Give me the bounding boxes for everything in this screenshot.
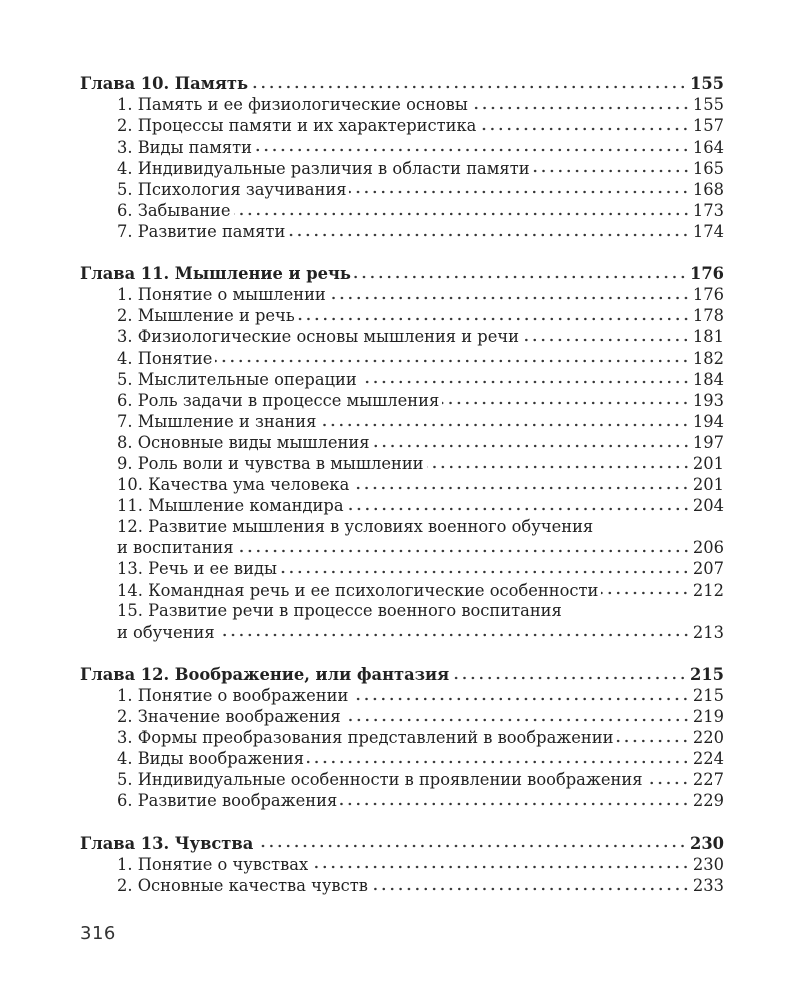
entry-page: 213: [692, 622, 724, 642]
chapter-page: 155: [690, 74, 724, 94]
dot-leader: [351, 685, 690, 701]
entry-title: 13. Речь и ее виды: [117, 559, 277, 579]
dot-leader: [522, 326, 690, 342]
chapter-title: Глава 12. Воображение, или фантазия: [80, 664, 450, 684]
toc-entry: [80, 178, 724, 199]
toc-entry: [80, 495, 724, 516]
dot-leader: [344, 706, 690, 722]
toc-entry: [80, 411, 724, 432]
entry-title: 1. Понятие о воображении: [117, 686, 349, 706]
entry-title: 9. Роль воли и чувства в мышлении: [117, 453, 424, 473]
toc-entry: [80, 453, 724, 474]
entry-title: 1. Память и ее физиологические основы: [117, 95, 468, 115]
entry-page: 201: [692, 475, 724, 495]
dot-leader: [347, 495, 690, 511]
entry-title: 5. Мыслительные операции: [117, 369, 357, 389]
dot-leader: [452, 664, 687, 680]
entry-page: 204: [692, 496, 724, 516]
chapter-page: 215: [690, 664, 724, 684]
chapter-heading: [80, 664, 724, 685]
dot-leader: [601, 579, 690, 595]
toc-chapter: [80, 832, 724, 895]
entry-title: 7. Мышление и знания: [117, 411, 317, 431]
toc-entry: [80, 474, 724, 495]
toc-entry: [80, 558, 724, 579]
dot-leader: [533, 157, 690, 173]
toc-entry: [80, 706, 724, 727]
entry-page: 201: [692, 453, 724, 473]
chapter-page: 230: [690, 833, 724, 853]
entry-page: 178: [692, 306, 724, 326]
entry-title: 1. Понятие о мышлении: [117, 285, 326, 305]
entry-page: 157: [692, 116, 724, 136]
entry-page: 215: [692, 686, 724, 706]
page-number: 316: [80, 923, 116, 944]
toc-entry: [80, 94, 724, 115]
chapter-title: Глава 10. Память: [80, 74, 249, 94]
entry-title-first-line: 15. Развитие речи в процессе военного воспитания: [117, 601, 562, 621]
dot-leader: [251, 73, 687, 89]
toc-entry: [80, 347, 724, 368]
toc-entry: [80, 284, 724, 305]
entry-title: 6. Забывание: [117, 200, 231, 220]
entry-page: 212: [692, 580, 724, 600]
entry-page: 197: [692, 432, 724, 452]
dot-leader: [298, 305, 690, 321]
dot-leader: [352, 474, 690, 490]
dot-leader: [280, 558, 690, 574]
toc-entry: [80, 305, 724, 326]
entry-page: 207: [692, 559, 724, 579]
dot-leader: [288, 221, 690, 237]
entry-title: 10. Качества ума человека: [117, 475, 350, 495]
toc-entry: [80, 537, 724, 558]
entry-title: 5. Психология заучивания: [117, 179, 347, 199]
toc-entry: [80, 748, 724, 769]
dot-leader: [340, 790, 690, 806]
dot-leader: [616, 727, 689, 743]
entry-title: 7. Развитие памяти: [117, 221, 286, 241]
table-of-contents: [80, 73, 724, 917]
dot-leader: [373, 432, 690, 448]
toc-entry: [80, 157, 724, 178]
dot-leader: [360, 368, 690, 384]
entry-title: и воспитания: [117, 538, 234, 558]
entry-title: 4. Виды воображения: [117, 749, 304, 769]
entry-page: 229: [692, 791, 724, 811]
dot-leader: [371, 875, 690, 891]
toc-entry: [80, 432, 724, 453]
entry-title: 8. Основные виды мышления: [117, 432, 370, 452]
entry-page: 230: [692, 854, 724, 874]
dot-leader: [311, 853, 690, 869]
entry-title: 6. Роль задачи в процессе мышления: [117, 390, 440, 410]
toc-entry: [80, 853, 724, 874]
toc-entry: [80, 579, 724, 600]
toc-entry-line: [80, 516, 724, 537]
entry-page: 184: [692, 369, 724, 389]
dot-leader: [645, 769, 689, 785]
dot-leader: [319, 411, 690, 427]
toc-entry: [80, 221, 724, 242]
toc-entry: [80, 769, 724, 790]
chapter-heading: [80, 832, 724, 853]
chapter-heading: [80, 73, 724, 94]
entry-title: 4. Индивидуальные различия в области памяти: [117, 158, 530, 178]
dot-leader: [471, 94, 690, 110]
entry-title: и обучения: [117, 622, 215, 642]
dot-leader: [307, 748, 690, 764]
entry-page: 227: [692, 770, 724, 790]
toc-entry: [80, 875, 724, 896]
chapter-title: Глава 11. Мышление и речь: [80, 264, 351, 284]
entry-title: 11. Мышление командира: [117, 496, 344, 516]
entry-page: 173: [692, 200, 724, 220]
toc-entry: [80, 685, 724, 706]
entry-title: 3. Виды памяти: [117, 137, 253, 157]
toc-chapter: [80, 664, 724, 812]
dot-leader: [234, 200, 690, 216]
dot-leader: [237, 537, 690, 553]
entry-page: 174: [692, 221, 724, 241]
entry-page: 181: [692, 327, 724, 347]
toc-entry: [80, 368, 724, 389]
dot-leader: [256, 832, 687, 848]
entry-page: 155: [692, 95, 724, 115]
entry-page: 233: [692, 875, 724, 895]
dot-leader: [218, 621, 690, 637]
toc-chapter: [80, 73, 724, 242]
entry-page: 168: [692, 179, 724, 199]
entry-title: 4. Понятие: [117, 348, 213, 368]
toc-entry: [80, 136, 724, 157]
entry-page: 182: [692, 348, 724, 368]
toc-entry: [80, 326, 724, 347]
entry-title: 1. Понятие о чувствах: [117, 854, 309, 874]
toc-entry: [80, 200, 724, 221]
dot-leader: [354, 263, 687, 279]
dot-leader: [215, 347, 690, 363]
chapter-page: 176: [690, 264, 724, 284]
entry-title: 3. Формы преобразования представлений в воображении: [117, 728, 614, 748]
entry-page: 193: [692, 390, 724, 410]
toc-entry: [80, 790, 724, 811]
entry-title: 14. Командная речь и ее психологические особенности: [117, 580, 599, 600]
chapter-title: Глава 13. Чувства: [80, 833, 254, 853]
entry-page: 220: [692, 728, 724, 748]
chapter-heading: [80, 263, 724, 284]
entry-page: 206: [692, 538, 724, 558]
dot-leader: [427, 453, 690, 469]
entry-page: 176: [692, 285, 724, 305]
entry-page: 219: [692, 707, 724, 727]
entry-page: 194: [692, 411, 724, 431]
entry-title: 2. Мышление и речь: [117, 306, 295, 326]
toc-entry-line: [80, 600, 724, 621]
entry-title: 6. Развитие воображения: [117, 791, 338, 811]
toc-entry: [80, 621, 724, 642]
entry-page: 165: [692, 158, 724, 178]
entry-title: 5. Индивидуальные особенности в проявлении воображения: [117, 770, 643, 790]
entry-page: 224: [692, 749, 724, 769]
entry-title: 3. Физиологические основы мышления и речи: [117, 327, 519, 347]
dot-leader: [255, 136, 690, 152]
toc-chapter: [80, 263, 724, 643]
entry-title-first-line: 12. Развитие мышления в условиях военного обучения: [117, 516, 594, 536]
entry-title: 2. Процессы памяти и их характеристика: [117, 116, 477, 136]
entry-page: 164: [692, 137, 724, 157]
dot-leader: [479, 115, 690, 131]
entry-title: 2. Значение воображения: [117, 707, 341, 727]
dot-leader: [329, 284, 690, 300]
entry-title: 2. Основные качества чувств: [117, 875, 368, 895]
dot-leader: [442, 389, 690, 405]
toc-entry: [80, 115, 724, 136]
toc-entry: [80, 389, 724, 410]
dot-leader: [349, 178, 689, 194]
toc-entry: [80, 727, 724, 748]
